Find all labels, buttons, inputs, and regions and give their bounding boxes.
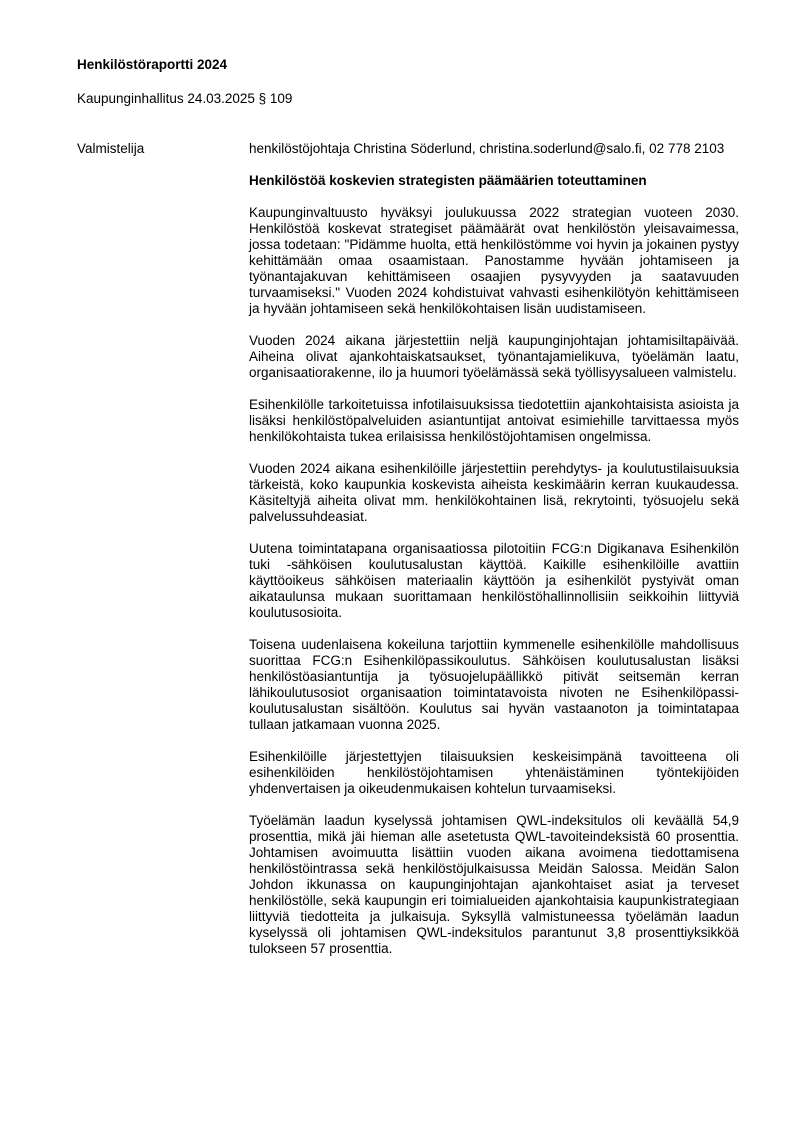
document-body xyxy=(249,141,739,973)
document-title: Henkilöstöraportti 2024 xyxy=(77,57,228,72)
paragraph: Vuoden 2024 aikana esihenkilöille järjestettiin perehdytys- ja koulutustilaisuuksia tärkeistä, koko kaupunkia koskevista aiheista keskimäärin kerran kuukaudessa. Käsiteltyjä aiheita olivat mm. henkilökohtainen lisä, rekrytointi, työsuojelu sekä palvelussuhdeasiat. xyxy=(249,461,739,524)
paragraph: Uutena toimintatapana organisaatiossa pilotoitiin FCG:n Digikanava Esihenkilön tuki -sähköisen koulutusalustan käyttöä. Kaikille esihenkilöille avattiin käyttöoikeus sähköisen materiaalin käyttöön ja esihenkilöt pystyivät oman aikataulunsa mukaan suorittamaan henkilöstöhallinnollisiin seikkoihin liittyviä koulutusosioita. xyxy=(249,541,739,620)
paragraph: Kaupunginvaltuusto hyväksyi joulukuussa 2022 strategian vuoteen 2030. Henkilöstöä koskevat strategiset päämäärät ovat henkilöstön yleisavaimessa, jossa todetaan: "Pidämme huolta, että henkilöstömme voi hyvin ja jokainen pystyy kehittämään omaa osaamistaan. Panostamme hyvään johtamiseen ja työnantajakuvan kehittämiseen osaajien pysyvyyden ja saatavuuden turvaamiseksi." Vuoden 2024 kohdistuivat vahvasti esihenkilötyön kehittämiseen ja hyvään johtamiseen sekä henkilökohtaisen lisän uudistamiseen. xyxy=(249,205,739,316)
paragraph: Esihenkilöille järjestettyjen tilaisuuksien keskeisimpänä tavoitteena oli esihenkilöiden henkilöstöjohtamisen yhtenäistäminen työntekijöiden yhdenvertaisen ja oikeudenmukaisen kohtelun turvaamiseksi. xyxy=(249,749,739,796)
paragraph: Esihenkilölle tarkoitetuissa infotilaisuuksissa tiedotettiin ajankohtaisista asioista ja lisäksi henkilöstöpalveluiden asiantuntijat antoivat esimiehille tarvittaessa myös henkilökohtaista tukea erilaisissa henkilöstöjohtamisen ongelmissa. xyxy=(249,397,739,444)
preparer-label: Valmistelija xyxy=(77,141,145,156)
section-heading: Henkilöstöä koskevien strategisten päämäärien toteuttaminen xyxy=(249,173,647,188)
paragraph: Toisena uudenlaisena kokeiluna tarjottiin kymmenelle esihenkilölle mahdollisuus suorittaa FCG:n Esihenkilöpassikoulutus. Sähköisen koulutusalustan lisäksi henkilöstöasiantuntija ja työsuojelupäällikkö pitivät seitsemän kerran lähikoulutusosiot organisaation toimintatavoista nivoten ne Esihenkilöpassi-koulutusalustan sisältöön. Koulutus sai hyvän vastaanoton ja toimintatapaa tullaan jatkamaan vuonna 2025. xyxy=(249,637,739,732)
preparer-info: henkilöstöjohtaja Christina Söderlund, christina.soderlund@salo.fi, 02 778 2103 xyxy=(249,141,725,156)
paragraph: Vuoden 2024 aikana järjestettiin neljä kaupunginjohtajan johtamisiltapäivää. Aiheina olivat ajankohtaiskatsaukset, työnantajamielikuva, työelämän laatu, organisaatiorakenne, ilo ja huumori työelämässä sekä työllisyysalueen valmistelu. xyxy=(249,333,739,380)
meeting-reference: Kaupunginhallitus 24.03.2025 § 109 xyxy=(77,91,293,106)
paragraph: Työelämän laadun kyselyssä johtamisen QWL-indeksitulos oli keväällä 54,9 prosenttia, mikä jäi hieman alle asetetusta QWL-tavoiteindeksistä 60 prosenttia. Johtamisen avoimuutta lisättiin vuoden aikana avoimena tiedottamisena henkilöstöintrassa sekä henkilöstöjulkaisussa Meidän Salossa. Meidän Salon Johdon ikkunassa on kaupunginjohtajan ajankohtaiset asiat ja terveset henkilöstölle, sekä kaupungin eri toimialueiden ajankohtaisia kaupunkistrategiaan liittyviä tiedotteita ja julkaisuja. Syksyllä valmistuneessa työelämän laadun kyselyssä oli johtamisen QWL-indeksitulos parantunut 3,8 prosenttiyksikköä tulokseen 57 prosenttia. xyxy=(249,813,739,956)
